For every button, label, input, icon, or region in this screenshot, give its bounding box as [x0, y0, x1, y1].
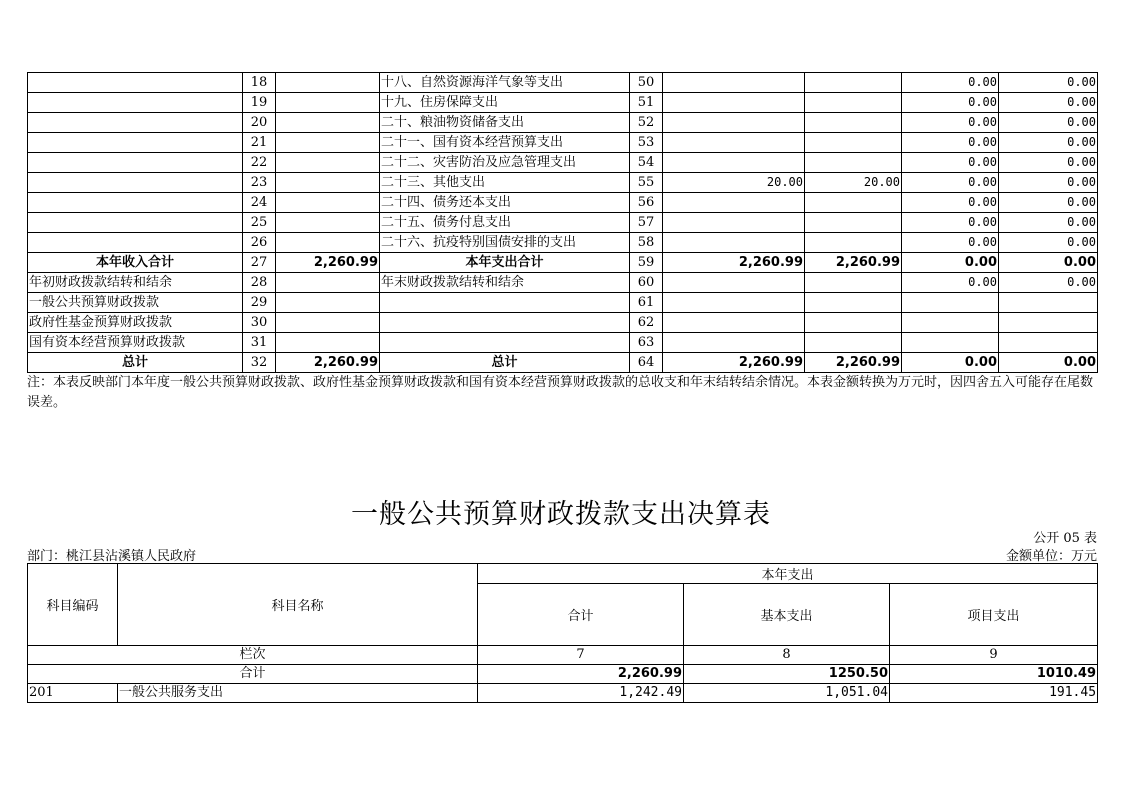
table-row	[28, 133, 1098, 153]
expense-basic	[805, 73, 902, 93]
income-line-no: 22	[243, 153, 276, 173]
income-total-label: 本年收入合计	[28, 253, 243, 273]
expense-item-name: 二十六、抗疫特别国债安排的支出	[380, 233, 630, 253]
row-name: 一般公共服务支出	[118, 684, 478, 703]
carry-amount	[276, 273, 380, 293]
expense-total	[663, 153, 805, 173]
income-amount-cell	[276, 213, 380, 233]
grand-expense-total: 2,260.99	[663, 353, 805, 373]
expense-line-no: 52	[630, 113, 663, 133]
expense-item-name: 二十二、灾害防治及应急管理支出	[380, 153, 630, 173]
grand-total-label: 总计	[28, 353, 243, 373]
table-row	[28, 173, 1098, 193]
income-amount-cell	[276, 133, 380, 153]
income-total-amount: 2,260.99	[276, 253, 380, 273]
expense-other: 0.00	[999, 133, 1098, 153]
carry-label: 一般公共预算财政拨款	[28, 293, 243, 313]
carry-label: 政府性基金预算财政拨款	[28, 313, 243, 333]
income-amount-cell	[276, 113, 380, 133]
grand-expense-basic: 2,260.99	[805, 353, 902, 373]
expense-basic	[805, 153, 902, 173]
income-label-cell	[28, 93, 243, 113]
expense-other: 0.00	[999, 233, 1098, 253]
carry-expense-no: 61	[630, 293, 663, 313]
carry-other	[999, 333, 1098, 353]
carry-total	[663, 333, 805, 353]
grand-expense-no: 64	[630, 353, 663, 373]
expense-basic	[805, 133, 902, 153]
header-project: 项目支出	[890, 584, 1098, 646]
table-row	[28, 153, 1098, 173]
expense-basic	[805, 233, 902, 253]
row-project: 191.45	[890, 684, 1098, 703]
income-label-cell	[28, 233, 243, 253]
carry-other	[999, 293, 1098, 313]
table-row	[28, 293, 1098, 313]
table-row	[28, 213, 1098, 233]
table-note: 注：本表反映部门本年度一般公共预算财政拨款、政府性基金预算财政拨款和国有资本经营预算财政拨款的总收支和年末结转结余情况。本表金额转换为万元时，因四舍五入可能存在尾数误差。	[27, 375, 1094, 410]
expense-project: 0.00	[902, 133, 999, 153]
grand-expense-project: 0.00	[902, 353, 999, 373]
income-total-no: 27	[243, 253, 276, 273]
income-label-cell	[28, 133, 243, 153]
header-code: 科目编码	[28, 564, 118, 646]
income-amount-cell	[276, 233, 380, 253]
carry-project	[902, 293, 999, 313]
header-year-expenditure: 本年支出	[478, 564, 1098, 584]
income-amount-cell	[276, 173, 380, 193]
carry-expense-label	[380, 313, 630, 333]
expense-other: 0.00	[999, 153, 1098, 173]
carry-expense-no: 60	[630, 273, 663, 293]
table-row	[28, 233, 1098, 253]
header-total: 合计	[478, 584, 684, 646]
expense-other: 0.00	[999, 193, 1098, 213]
total-row-basic: 1250.50	[684, 665, 890, 684]
carry-expense-label	[380, 333, 630, 353]
carry-total	[663, 313, 805, 333]
budget-summary-table	[27, 72, 1098, 373]
grand-total-no: 32	[243, 353, 276, 373]
expense-other: 0.00	[999, 93, 1098, 113]
carry-amount	[276, 313, 380, 333]
income-label-cell	[28, 153, 243, 173]
expense-line-no: 58	[630, 233, 663, 253]
income-line-no: 21	[243, 133, 276, 153]
expense-line-no: 54	[630, 153, 663, 173]
expense-basic	[805, 193, 902, 213]
carry-project	[902, 313, 999, 333]
expense-project: 0.00	[902, 113, 999, 133]
budget-summary-body	[28, 73, 1098, 373]
expense-project: 0.00	[902, 173, 999, 193]
expense-other: 0.00	[999, 173, 1098, 193]
expense-project: 0.00	[902, 213, 999, 233]
income-amount-cell	[276, 193, 380, 213]
income-line-no: 25	[243, 213, 276, 233]
expense-total-total: 2,260.99	[663, 253, 805, 273]
expense-basic: 20.00	[805, 173, 902, 193]
expense-item-name: 二十三、其他支出	[380, 173, 630, 193]
income-amount-cell	[276, 73, 380, 93]
carry-no: 31	[243, 333, 276, 353]
expense-other: 0.00	[999, 213, 1098, 233]
expense-item-name: 二十、粮油物资储备支出	[380, 113, 630, 133]
expense-total	[663, 113, 805, 133]
row-code: 201	[28, 684, 118, 703]
carry-label: 国有资本经营预算财政拨款	[28, 333, 243, 353]
income-label-cell	[28, 213, 243, 233]
row-total: 1,242.49	[478, 684, 684, 703]
column-number-7: 7	[478, 646, 684, 665]
carry-basic	[805, 313, 902, 333]
expense-total	[663, 93, 805, 113]
carry-other: 0.00	[999, 273, 1098, 293]
expense-project: 0.00	[902, 93, 999, 113]
expense-line-no: 56	[630, 193, 663, 213]
income-label-cell	[28, 113, 243, 133]
expense-total-no: 59	[630, 253, 663, 273]
carry-other	[999, 313, 1098, 333]
income-line-no: 24	[243, 193, 276, 213]
grand-total-amount: 2,260.99	[276, 353, 380, 373]
carry-project	[902, 333, 999, 353]
table-row	[28, 333, 1098, 353]
amount-unit-label: 金额单位：万元	[1005, 549, 1097, 564]
carry-total	[663, 293, 805, 313]
grand-expense-label: 总计	[380, 353, 630, 373]
carry-expense-label: 年末财政拨款结转和结余	[380, 273, 630, 293]
expense-line-no: 53	[630, 133, 663, 153]
carry-basic	[805, 273, 902, 293]
column-number-8: 8	[684, 646, 890, 665]
income-amount-cell	[276, 153, 380, 173]
expense-project: 0.00	[902, 193, 999, 213]
table-row	[28, 313, 1098, 333]
expense-total-label: 本年支出合计	[380, 253, 630, 273]
expense-line-no: 57	[630, 213, 663, 233]
carry-amount	[276, 293, 380, 313]
expense-basic	[805, 113, 902, 133]
expense-item-name: 二十五、债务付息支出	[380, 213, 630, 233]
income-line-no: 26	[243, 233, 276, 253]
carry-expense-no: 62	[630, 313, 663, 333]
carry-expense-label	[380, 293, 630, 313]
carry-no: 29	[243, 293, 276, 313]
expense-project: 0.00	[902, 73, 999, 93]
income-line-no: 23	[243, 173, 276, 193]
expense-line-no: 55	[630, 173, 663, 193]
carry-no: 30	[243, 313, 276, 333]
grand-expense-other: 0.00	[999, 353, 1098, 373]
income-amount-cell	[276, 93, 380, 113]
expense-basic	[805, 213, 902, 233]
carry-basic	[805, 333, 902, 353]
table-row	[28, 73, 1098, 93]
row-basic: 1,051.04	[684, 684, 890, 703]
income-line-no: 18	[243, 73, 276, 93]
expense-total	[663, 213, 805, 233]
expense-item-name: 十八、自然资源海洋气象等支出	[380, 73, 630, 93]
carry-no: 28	[243, 273, 276, 293]
expenditure-table	[27, 563, 1098, 703]
expense-basic	[805, 93, 902, 113]
expense-total	[663, 73, 805, 93]
expense-project: 0.00	[902, 153, 999, 173]
total-row-project: 1010.49	[890, 665, 1098, 684]
income-label-cell	[28, 193, 243, 213]
table-row	[28, 193, 1098, 213]
expense-total-basic: 2,260.99	[805, 253, 902, 273]
carry-expense-no: 63	[630, 333, 663, 353]
column-number-9: 9	[890, 646, 1098, 665]
column-number-label: 栏次	[28, 646, 478, 665]
expense-total-other: 0.00	[999, 253, 1098, 273]
page-title: 一般公共预算财政拨款支出决算表	[351, 499, 771, 530]
income-line-no: 20	[243, 113, 276, 133]
total-row-total: 2,260.99	[478, 665, 684, 684]
expense-total	[663, 133, 805, 153]
expense-total	[663, 233, 805, 253]
expense-total	[663, 193, 805, 213]
department-label: 部门：桃江县沾溪镇人民政府	[27, 549, 197, 564]
carry-basic	[805, 293, 902, 313]
expense-item-name: 十九、住房保障支出	[380, 93, 630, 113]
table-row	[28, 93, 1098, 113]
expense-other: 0.00	[999, 73, 1098, 93]
table-row	[28, 253, 1098, 273]
header-name: 科目名称	[118, 564, 478, 646]
total-row-label: 合计	[28, 665, 478, 684]
expense-item-name: 二十四、债务还本支出	[380, 193, 630, 213]
carry-total	[663, 273, 805, 293]
expense-other: 0.00	[999, 113, 1098, 133]
expense-line-no: 50	[630, 73, 663, 93]
table-row	[28, 353, 1098, 373]
carry-project: 0.00	[902, 273, 999, 293]
carry-amount	[276, 333, 380, 353]
income-label-cell	[28, 173, 243, 193]
expense-total-project: 0.00	[902, 253, 999, 273]
form-number: 公开 05 表	[1033, 531, 1097, 546]
expense-line-no: 51	[630, 93, 663, 113]
expense-item-name: 二十一、国有资本经营预算支出	[380, 133, 630, 153]
carry-label: 年初财政拨款结转和结余	[28, 273, 243, 293]
expense-project: 0.00	[902, 233, 999, 253]
table-row	[28, 113, 1098, 133]
expense-total: 20.00	[663, 173, 805, 193]
income-label-cell	[28, 73, 243, 93]
table-row	[28, 684, 1098, 703]
table-row	[28, 273, 1098, 293]
income-line-no: 19	[243, 93, 276, 113]
header-basic: 基本支出	[684, 584, 890, 646]
